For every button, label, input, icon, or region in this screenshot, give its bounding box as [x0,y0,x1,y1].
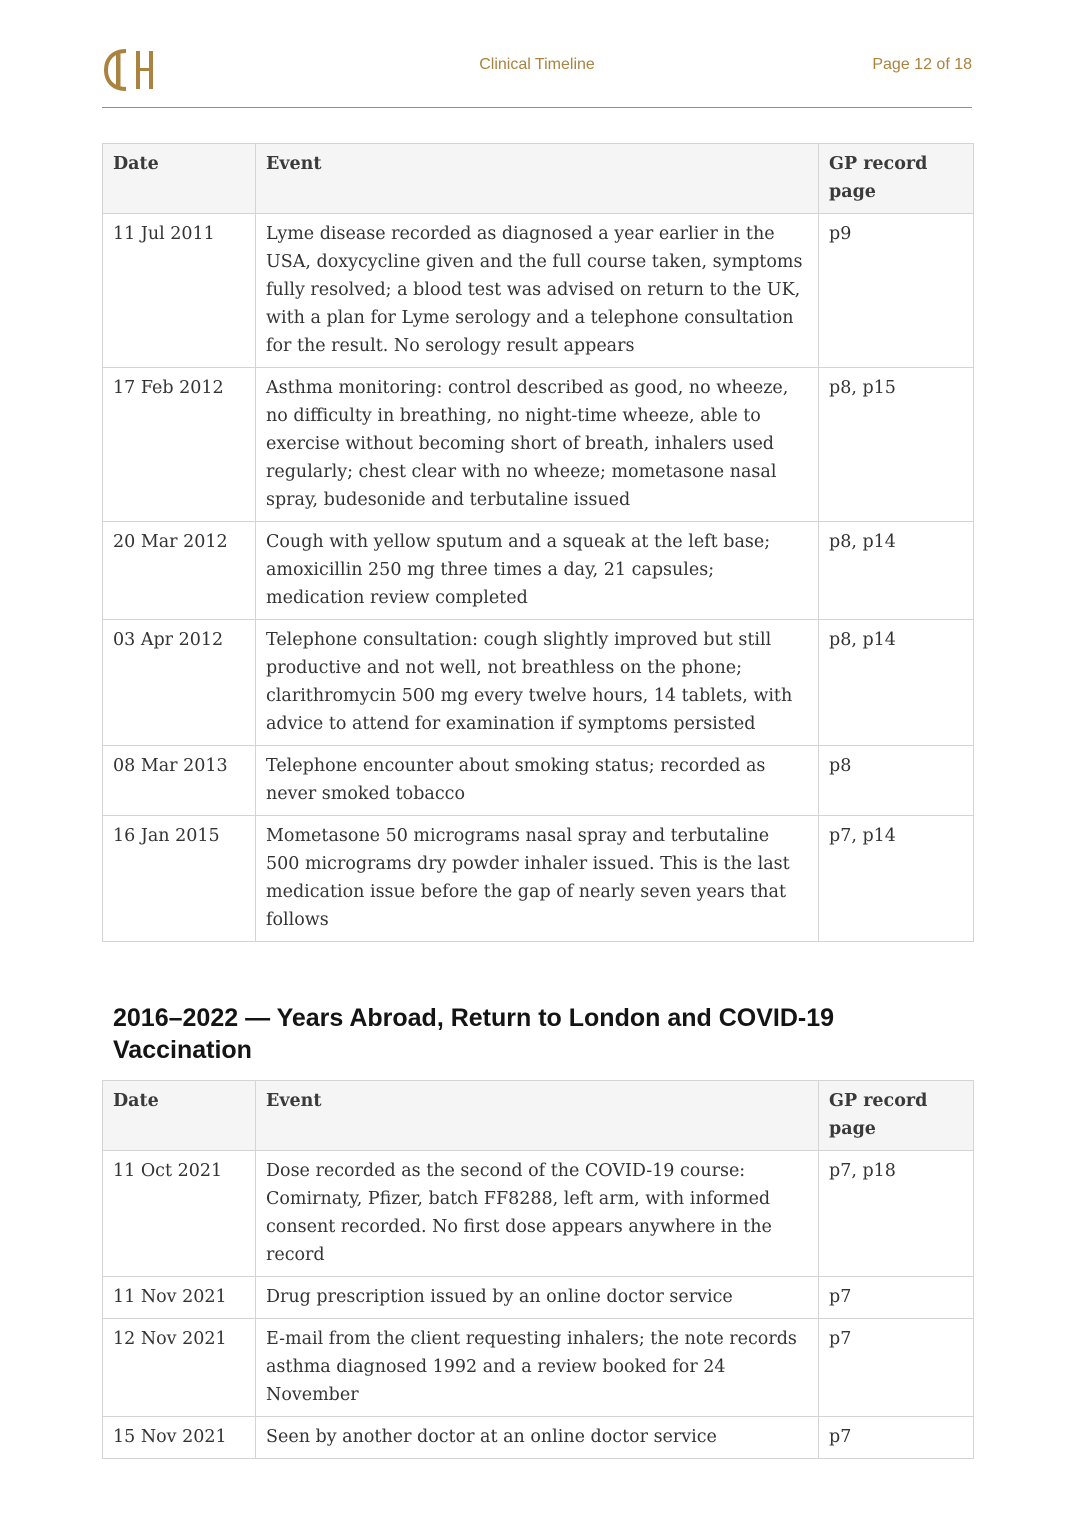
event-cell: Seen by another doctor at an online doctor service [256,1417,819,1459]
event-column-header: Event [256,144,819,214]
table-header-row [103,1081,974,1151]
table-row [103,522,974,620]
event-column-header: Event [256,1081,819,1151]
gp-record-page-column-header: GP record page [819,1081,974,1151]
page-ref-cell: p8 [819,746,974,816]
date-cell: 15 Nov 2021 [103,1417,256,1459]
page-ref-cell: p9 [819,214,974,368]
date-column-header: Date [103,1081,256,1151]
event-cell: Dose recorded as the second of the COVID-19 course: Comirnaty, Pfizer, batch FF8288, left arm, with informed consent recorded. No first dose appears anywhere in the record [256,1151,819,1277]
table-row [103,1277,974,1319]
date-cell: 11 Jul 2011 [103,214,256,368]
page-ref-cell: p7, p18 [819,1151,974,1277]
table-row [103,368,974,522]
date-cell: 11 Oct 2021 [103,1151,256,1277]
event-cell: Telephone encounter about smoking status; recorded as never smoked tobacco [256,746,819,816]
page-content [102,143,973,1459]
table-row [103,1151,974,1277]
page-ref-cell: p8, p14 [819,620,974,746]
date-cell: 12 Nov 2021 [103,1319,256,1417]
table-row [103,1319,974,1417]
table-header-row [103,144,974,214]
page-ref-cell: p7 [819,1319,974,1417]
page-header [102,40,972,108]
page-ref-cell: p8, p14 [819,522,974,620]
page-ref-cell: p7 [819,1417,974,1459]
table-row [103,816,974,942]
date-cell: 03 Apr 2012 [103,620,256,746]
event-cell: E-mail from the client requesting inhalers; the note records asthma diagnosed 1992 and a review booked for 24 November [256,1319,819,1417]
event-cell: Lyme disease recorded as diagnosed a year earlier in the USA, doxycycline given and the full course taken, symptoms fully resolved; a blood test was advised on return to the UK, with a plan for Lyme serology and a telephone consultation for the result. No serology result appears [256,214,819,368]
section-heading: 2016–2022 — Years Abroad, Return to London and COVID-19 Vaccination [113,1004,835,1064]
table-row [103,214,974,368]
event-cell: Cough with yellow sputum and a squeak at the left base; amoxicillin 250 mg three times a day, 21 capsules; medication review completed [256,522,819,620]
event-cell: Drug prescription issued by an online doctor service [256,1277,819,1319]
page-number: Page 12 of 18 [872,56,972,73]
timeline-table-2011-2015 [102,143,974,942]
event-cell: Telephone consultation: cough slightly improved but still productive and not well, not breathless on the phone; clarithromycin 500 mg every twelve hours, 14 tablets, with advice to attend for examination if symptoms persisted [256,620,819,746]
date-cell: 20 Mar 2012 [103,522,256,620]
page-ref-cell: p7 [819,1277,974,1319]
document-title: Clinical Timeline [479,56,595,73]
timeline-table-2016-2022 [102,1080,974,1459]
table-row [103,1417,974,1459]
table-row [103,746,974,816]
date-column-header: Date [103,144,256,214]
gp-record-page-column-header: GP record page [819,144,974,214]
page-ref-cell: p7, p14 [819,816,974,942]
event-cell: Asthma monitoring: control described as good, no wheeze, no difficulty in breathing, no night-time wheeze, able to exercise without becoming short of breath, inhalers used regularly; chest clear with no wheeze; mometasone nasal spray, budesonide and terbutaline issued [256,368,819,522]
page-ref-cell: p8, p15 [819,368,974,522]
date-cell: 08 Mar 2013 [103,746,256,816]
date-cell: 11 Nov 2021 [103,1277,256,1319]
event-cell: Mometasone 50 micrograms nasal spray and terbutaline 500 micrograms dry powder inhaler issued. This is the last medication issue before the gap of nearly seven years that follows [256,816,819,942]
date-cell: 17 Feb 2012 [103,368,256,522]
table-row [103,620,974,746]
date-cell: 16 Jan 2015 [103,816,256,942]
